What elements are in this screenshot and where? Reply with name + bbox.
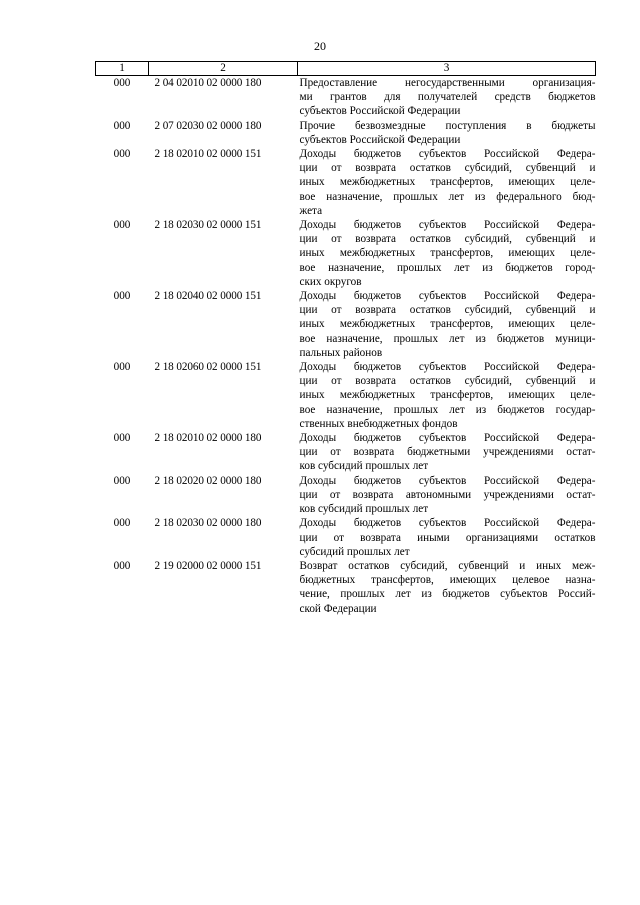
income-name-line: Доходы бюджетов субъектов Российской Федера- [299,432,596,445]
budget-classification-code-cell: 2 19 02000 02 0000 151 [154,559,262,572]
budget-classification-code-cell: 2 18 02020 02 0000 180 [154,474,262,487]
budget-codes-table [95,61,596,616]
income-name-line: пальных районов [299,346,383,359]
page-number: 20 [314,39,326,53]
income-name-line: ции от возврата остатков субсидий, субвенций и [299,233,596,246]
income-name-line: субъектов Российской Федерации [299,105,461,118]
header-col-2: 2 [149,62,298,76]
header-col-1: 1 [96,62,149,76]
income-name-line: вое назначение, прошлых лет из бюджетов государ- [299,403,596,416]
table-header [96,62,596,76]
income-name-line: иных межбюджетных трансфертов, имеющих целе- [299,176,596,189]
income-name-line: ских округов [299,275,362,288]
budget-classification-code-cell: 2 04 02010 02 0000 180 [154,77,262,89]
income-name-line: иных межбюджетных трансфертов, имеющих целе- [299,318,596,331]
income-name-line: ми грантов для получателей средств бюджетов [299,91,596,104]
table-row [96,289,596,360]
income-name-line: ции от возврата автономными учреждениями остат- [299,488,596,501]
income-name-line: чение, прошлых лет из бюджетов субъектов Россий- [299,588,596,601]
header-col-3: 3 [298,62,596,76]
income-name-line: ции от возврата остатков субсидий, субвенций и [299,162,596,175]
income-name-cell [298,119,596,147]
income-name-line: субъектов Российской Федерации [299,133,461,146]
income-name-line: Доходы бюджетов субъектов Российской Федера- [299,474,596,487]
income-name-line: вое назначение, прошлых лет из федерального бюд- [299,190,596,203]
table-row [96,119,596,147]
table-row [96,559,596,616]
admin-code-cell: 000 [113,361,131,374]
admin-code-cell: 000 [113,219,131,232]
income-name-line: ции от возврата бюджетными учреждениями остат- [299,446,596,459]
income-name-cell [298,289,596,360]
income-name-line: Доходы бюджетов субъектов Российской Федера- [299,219,596,232]
budget-classification-code-cell: 2 18 02030 02 0000 151 [154,219,262,232]
income-name-line: ков субсидий прошлых лет [299,503,429,516]
income-name-line: Доходы бюджетов субъектов Российской Федера- [299,361,596,374]
income-name-line: ции от возврата иными организациями остатков [299,531,596,544]
income-name-line: ской Федерации [299,602,377,615]
income-name-line: Доходы бюджетов субъектов Российской Федера- [299,517,596,530]
income-name-line: Возврат остатков субсидий, субвенций и иных меж- [299,559,596,572]
income-name-line: жета [299,204,323,217]
admin-code-cell: 000 [113,517,131,530]
admin-code-cell: 000 [113,290,131,303]
income-name-line: субсидий прошлых лет [299,545,410,558]
income-name-line: иных межбюджетных трансфертов, имеющих целе- [299,389,596,402]
income-name-line: Предоставление негосударственными организация- [299,77,596,89]
income-name-cell [298,516,596,559]
income-name-line: Доходы бюджетов субъектов Российской Федера- [299,290,596,303]
income-name-line: вое назначение, прошлых лет из бюджетов город- [299,261,596,274]
income-name-line: ков субсидий прошлых лет [299,460,429,473]
income-name-cell [298,218,596,289]
budget-classification-code-cell: 2 18 02060 02 0000 151 [154,361,262,374]
income-name-line: иных межбюджетных трансфертов, имеющих целе- [299,247,596,260]
income-name-line: ственных внебюджетных фондов [299,417,458,430]
admin-code-cell: 000 [113,148,131,161]
income-name-cell [298,360,596,431]
admin-code-cell: 000 [113,474,131,487]
income-name-cell [298,431,596,474]
admin-code-cell: 000 [113,432,131,445]
income-name-line: Доходы бюджетов субъектов Российской Федера- [299,148,596,161]
budget-classification-code-cell: 2 18 02040 02 0000 151 [154,290,262,303]
table-row [96,218,596,289]
table-body [96,76,596,616]
income-name-cell [298,474,596,517]
income-name-line: ции от возврата остатков субсидий, субвенций и [299,304,596,317]
table-row [96,360,596,431]
income-name-cell [298,147,596,218]
income-name-line: ции от возврата остатков субсидий, субвенций и [299,375,596,388]
income-name-line: бюджетных трансфертов, имеющих целевое назна- [299,574,596,587]
income-name-cell [298,76,596,119]
table-row [96,431,596,474]
income-name-line: Прочие безвозмездные поступления в бюджеты [299,119,596,132]
budget-classification-code-cell: 2 18 02010 02 0000 180 [154,432,262,445]
budget-classification-code-cell: 2 18 02030 02 0000 180 [154,517,262,530]
table-row [96,474,596,517]
income-name-cell [298,559,596,616]
admin-code-cell: 000 [113,119,131,132]
admin-code-cell: 000 [113,77,131,89]
table-row [96,147,596,218]
budget-classification-code-cell: 2 07 02030 02 0000 180 [154,119,262,132]
income-name-line: вое назначение, прошлых лет из бюджетов муници- [299,332,596,345]
admin-code-cell: 000 [113,559,131,572]
table-row [96,76,596,119]
table-row [96,516,596,559]
budget-classification-code-cell: 2 18 02010 02 0000 151 [154,148,262,161]
header-row [96,62,596,76]
